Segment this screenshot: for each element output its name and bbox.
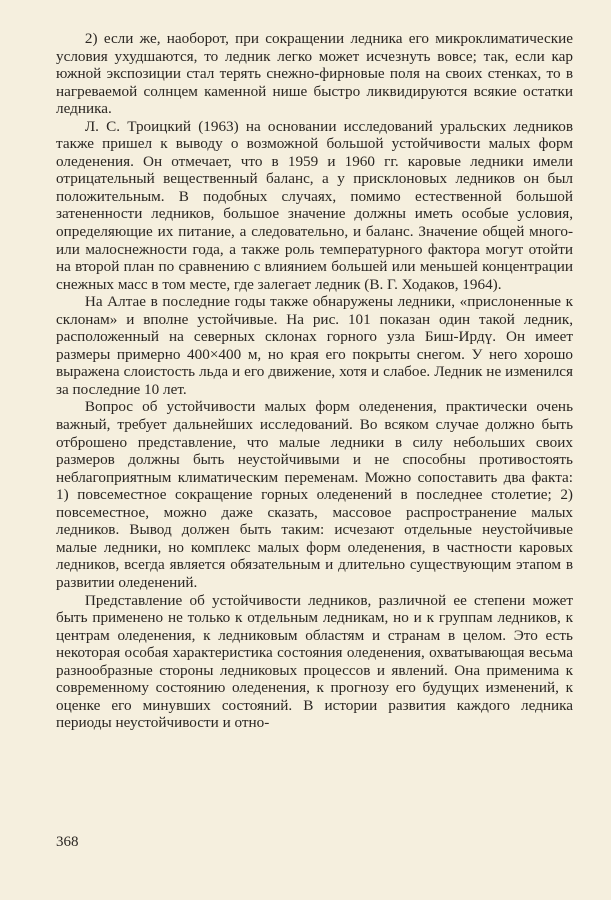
paragraph-3: На Алтае в последние годы также обнаружены ледники, «прислоненные к склонам» и вполне устойчивые. На рис. 101 показан один такой ледник, расположенный на северных склонах горного узла Биш-Ирдү. Он имеет размеры примерно 400×400 м, но края его покрыты снегом. У него хорошо выражена слоистость льда и его движение, хотя и слабое. Ледник не изменился за последние 10 лет.	[56, 293, 573, 398]
paragraph-5: Представление об устойчивости ледников, различной ее степени может быть применено не только к отдельным ледникам, но и к группам ледников, к центрам оледенения, к ледниковым областям и странам в целом. Это есть некоторая особая характеристика состояния оледенения, охватывающая весьма разнообразные стороны ледниковых процессов и явлений. Она применима к современному состоянию оледенения, к прогнозу его будущих изменений, к оценке его минувших состояний. В истории развития каждого ледника периоды неустойчивости и отно-	[56, 591, 573, 732]
page-text-body	[56, 30, 573, 732]
paragraph-1: 2) если же, наоборот, при сокращении ледника его микроклиматические условия ухудшаются, то ледник легко может исчезнуть вовсе; так, если кар южной экспозиции стал терять снежно-фирновые поля на своих стенках, то в нагреваемой солнцем каменной нише быстро ликвидируются всякие остатки ледника.	[56, 30, 573, 118]
paragraph-2: Л. С. Троицкий (1963) на основании исследований уральских ледников также пришел к выводу о возможной большой устойчивости малых форм оледенения. Он отмечает, что в 1959 и 1960 гг. каровые ледники имели отрицательный вещественный баланс, а у присклоновых ледников он был положительным. В подобных случаях, помимо естественной большой затененности ледников, большое значение должны иметь особые условия, определяющие их питание, а следовательно, и баланс. Значение общей много- или малоснежности года, а также роль температурного фактора могут отойти на второй план по сравнению с влиянием большей или меньшей концентрации снежных масс в том месте, где залегает ледник (В. Г. Ходаков, 1964).	[56, 117, 573, 293]
page-number: 368	[56, 834, 79, 850]
paragraph-4: Вопрос об устойчивости малых форм оледенения, практически очень важный, требует дальнейших исследований. Во всяком случае должно быть отброшено представление, что малые ледники в силу небольших своих размеров должны быть неустойчивыми и не способны противостоять неблагоприятным климатическим переменам. Можно сопоставить два факта: 1) повсеместное сокращение горных оледенений в последнее столетие; 2) повсеместное, можно даже сказать, массовое распространение малых ледников. Вывод должен быть таким: исчезают отдельные неустойчивые малые ледники, но комплекс малых форм оледенения, в частности каровых ледников, всегда является обязательным и длительно существующим этапом в развитии оледенений.	[56, 398, 573, 591]
